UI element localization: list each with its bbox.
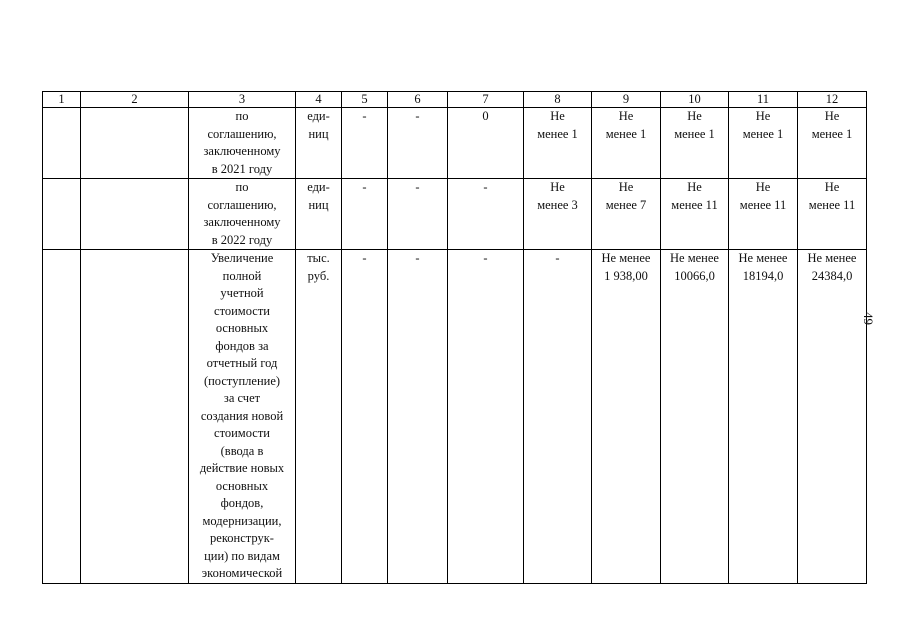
column-number: 12 — [798, 92, 867, 108]
indicator-cell: Увеличение полной учетной стоимости основных фондов за отчетный год (поступление) за счет создания новой стоимости (ввода в действие новых основных фондов, модернизации, реконструк- ции) по видам экономической — [189, 250, 296, 584]
table-body — [43, 92, 867, 584]
column-number: 10 — [661, 92, 729, 108]
table-cell: Не менее 1 — [661, 108, 729, 179]
table-cell: - — [342, 108, 388, 179]
table-cell — [81, 250, 189, 584]
table-cell: Не менее 1 — [729, 108, 798, 179]
column-number: 9 — [592, 92, 661, 108]
column-number: 1 — [43, 92, 81, 108]
table-cell: 0 — [448, 108, 524, 179]
indicator-cell: по соглашению, заключенному в 2022 году — [189, 179, 296, 250]
table-cell: Не менее 1 — [798, 108, 867, 179]
table-cell: еди- ниц — [296, 108, 342, 179]
table-cell: Не менее 1 — [592, 108, 661, 179]
table-row — [43, 250, 867, 584]
column-number: 11 — [729, 92, 798, 108]
table-cell: Не менее 24384,0 — [798, 250, 867, 584]
column-number: 2 — [81, 92, 189, 108]
table-cell — [81, 108, 189, 179]
table-cell — [81, 179, 189, 250]
column-number: 7 — [448, 92, 524, 108]
table-cell: Не менее 10066,0 — [661, 250, 729, 584]
column-number: 5 — [342, 92, 388, 108]
table-cell: Не менее 11 — [729, 179, 798, 250]
table-cell: - — [342, 179, 388, 250]
table-cell: Не менее 11 — [798, 179, 867, 250]
table-cell: Не менее 18194,0 — [729, 250, 798, 584]
column-number: 6 — [388, 92, 448, 108]
table-cell — [43, 108, 81, 179]
table-cell: тыс. руб. — [296, 250, 342, 584]
table-cell: - — [448, 250, 524, 584]
table-cell — [43, 179, 81, 250]
column-number: 3 — [189, 92, 296, 108]
table-cell — [43, 250, 81, 584]
table-cell: - — [388, 179, 448, 250]
table-cell: Не менее 7 — [592, 179, 661, 250]
table-cell: - — [448, 179, 524, 250]
table-cell: - — [524, 250, 592, 584]
column-number: 8 — [524, 92, 592, 108]
table-header-row — [43, 92, 867, 108]
table-row — [43, 179, 867, 250]
table-cell: Не менее 1 — [524, 108, 592, 179]
table-row — [43, 108, 867, 179]
page-number: 49 — [861, 312, 876, 325]
table-cell: Не менее 1 938,00 — [592, 250, 661, 584]
table-cell: Не менее 11 — [661, 179, 729, 250]
table-cell: - — [388, 250, 448, 584]
data-table — [42, 91, 867, 584]
table-cell: - — [342, 250, 388, 584]
table-cell: - — [388, 108, 448, 179]
column-number: 4 — [296, 92, 342, 108]
table-cell: Не менее 3 — [524, 179, 592, 250]
indicator-cell: по соглашению, заключенному в 2021 году — [189, 108, 296, 179]
table-cell: еди- ниц — [296, 179, 342, 250]
